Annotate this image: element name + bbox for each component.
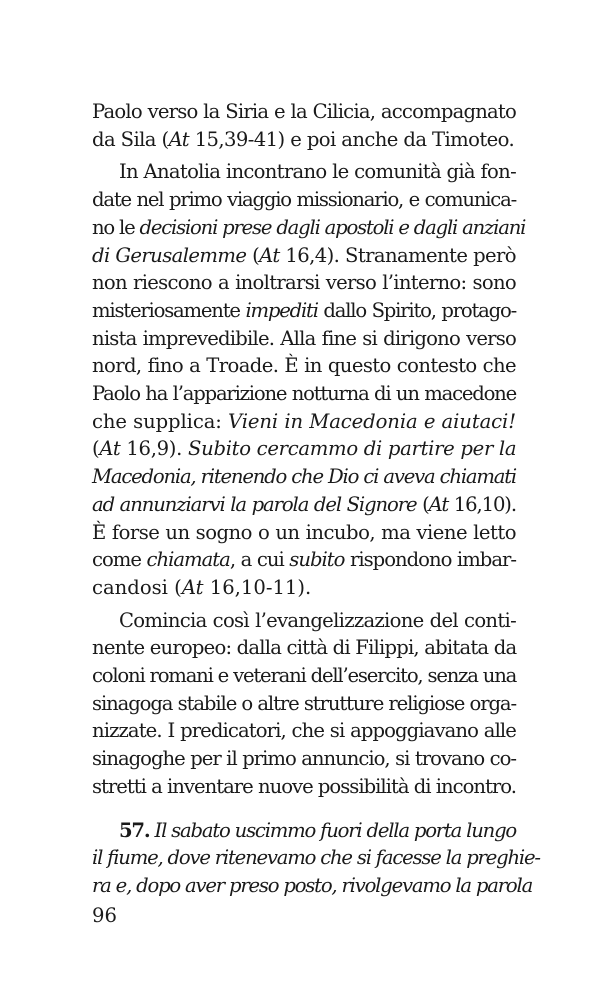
italic-span: chiamata [146, 548, 230, 572]
text-line [92, 158, 516, 186]
text-line [92, 690, 516, 718]
text-line [92, 844, 540, 872]
text-line [92, 214, 526, 242]
text-span: date nel primo viaggio missionario, e comunica- [92, 188, 516, 212]
italic-span: Vieni in Macedonia e aiutaci! [228, 409, 516, 433]
italic-span: Macedonia, ritenendo che Dio ci aveva chiamati [92, 465, 516, 489]
italic-span: ad annunziarvi la parola del Signore [92, 492, 417, 516]
text-span: 16,10-11). [203, 575, 312, 599]
italic-span: At [428, 492, 449, 516]
text-line [92, 872, 533, 900]
italic-span: At [168, 127, 190, 151]
text-span: coloni romani e veterani dell’esercito, senza una [92, 664, 517, 688]
text-line [92, 297, 516, 325]
text-span: sinagoga stabile o altre strutture religiose orga- [92, 691, 516, 715]
text-span: Paolo verso la Siria e la Cilicia, accompagnato [92, 100, 516, 123]
body-text [92, 98, 540, 900]
text-line [92, 662, 516, 690]
italic-span: ra e, dopo aver preso posto, rivolgevamo la parola [92, 873, 533, 897]
text-span: nente europeo: dalla città di Filippi, abitata da [92, 636, 517, 660]
italic-span: subito [289, 548, 345, 572]
text-span: 16,10). [448, 492, 516, 516]
text-line [92, 352, 516, 380]
text-line [92, 773, 516, 801]
italic-span: il fiume, dove ritenevamo che si facesse la preghie- [92, 846, 540, 870]
italic-span: di Gerusalemme [92, 243, 247, 267]
text-span: , a cui [229, 548, 290, 572]
text-span: Paolo ha l’apparizione notturna di un macedone [92, 382, 516, 406]
text-span: che supplica: [92, 409, 229, 433]
italic-span: At [181, 575, 204, 599]
text-line [92, 463, 516, 491]
text-line [92, 325, 516, 353]
paragraph [92, 607, 516, 801]
text-line [92, 408, 516, 436]
page-number: 96 [92, 904, 117, 927]
italic-span: At [99, 437, 121, 461]
italic-span: Subito cercammo di partire per la [188, 437, 517, 461]
italic-span: decisioni prese dagli apostoli e dagli anziani [139, 215, 526, 239]
text-span: ( [246, 243, 260, 267]
text-span: non riescono a inoltrarsi verso l’interno: sono [92, 271, 516, 295]
italic-span: At [259, 243, 280, 267]
text-span: nizzate. I predicatori, che si appoggiavano alle [92, 719, 516, 743]
text-span: nista imprevedibile. Alla fine si dirigono verso [92, 326, 516, 350]
text-span: da Sila ( [92, 127, 169, 151]
text-line [92, 634, 516, 662]
text-span: come [92, 548, 147, 572]
text-span: Comincia così l’evangelizzazione del conti- [119, 608, 516, 632]
text-line [92, 126, 516, 154]
text-line [92, 745, 516, 773]
text-span: stretti a inventare nuove possibilità di incontro. [92, 774, 516, 798]
text-line [92, 607, 516, 635]
paragraph [92, 817, 540, 900]
text-line [92, 519, 516, 547]
text-line [92, 546, 516, 574]
text-span: rispondono imbar- [344, 548, 516, 572]
paragraph [92, 158, 526, 601]
paragraph [92, 98, 516, 153]
italic-span: Il sabato uscimmo fuori della porta lungo [154, 818, 517, 842]
text-span: sinagoghe per il primo annuncio, si trovano co- [92, 747, 516, 771]
text-span: no le [92, 215, 140, 239]
text-line [92, 574, 516, 602]
text-span: In Anatolia incontrano le comunità già fon- [119, 160, 516, 184]
text-line [92, 242, 516, 270]
text-span: dallo Spirito, protago- [317, 298, 516, 322]
text-line [92, 717, 516, 745]
text-span: ( [92, 437, 100, 461]
text-span: candosi ( [92, 575, 182, 599]
text-span: È forse un sogno o un incubo, ma viene letto [92, 520, 516, 544]
text-line [92, 817, 516, 845]
text-span: 16,4). Stranamente però [279, 243, 516, 267]
verse-number: 57. [119, 818, 150, 842]
text-line [92, 269, 516, 297]
text-span: ( [416, 492, 429, 516]
text-span: misteriosamente [92, 298, 246, 322]
italic-span: impediti [245, 298, 318, 322]
text-span: 16,9). [120, 437, 189, 461]
text-span: nord, fino a Troade. È in questo contesto che [92, 354, 516, 378]
text-line [92, 186, 516, 214]
text-line [92, 98, 516, 126]
text-line [92, 435, 516, 463]
text-span: 15,39-41) e poi anche da Timoteo. [189, 127, 515, 151]
text-line [92, 491, 516, 519]
text-line [92, 380, 516, 408]
